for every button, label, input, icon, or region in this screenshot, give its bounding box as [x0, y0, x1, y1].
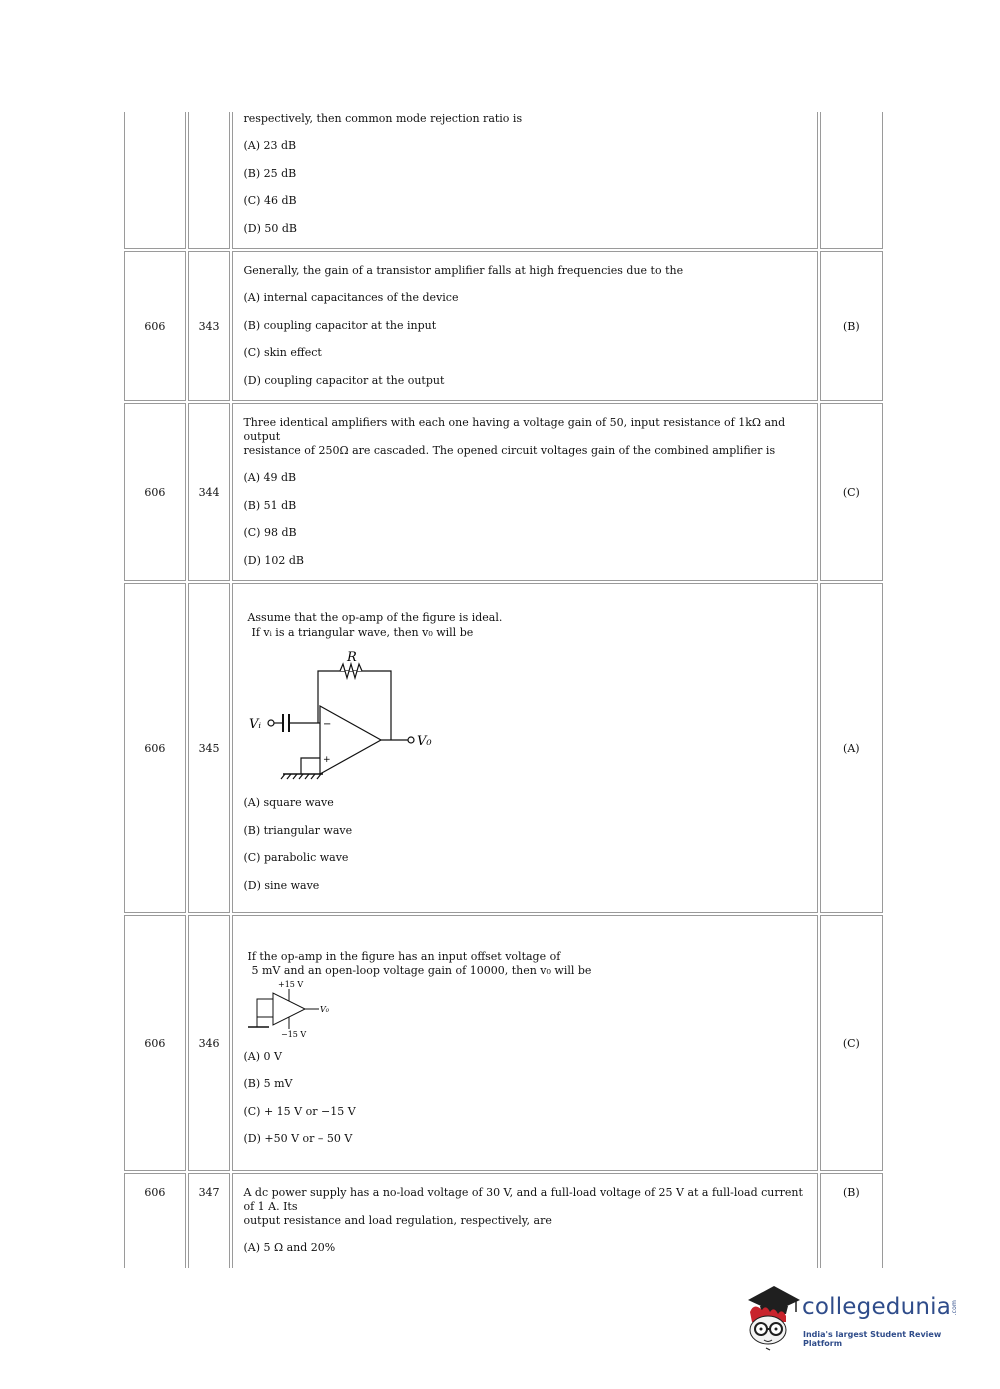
output-terminal	[408, 737, 414, 743]
paper-code-cell: 606	[124, 583, 186, 913]
paper-code-cell: 606	[124, 403, 186, 581]
option-c: (C) 98 dB	[243, 526, 297, 539]
option-b: (B) coupling capacitor at the input	[243, 318, 437, 332]
question-cell	[232, 915, 817, 1171]
question-text	[243, 1186, 806, 1228]
option-b: (B) 25 dB	[243, 166, 297, 180]
question-line-1: If the op-amp in the figure has an input offset voltage of	[247, 949, 561, 963]
noninverting-sign: +	[323, 755, 332, 765]
table-row	[124, 112, 883, 249]
question-line-2: 5 mV and an open-loop voltage gain of 10000, then v₀ will be	[251, 964, 592, 977]
resistor-label: R	[347, 650, 358, 665]
mascot-icon	[740, 1282, 802, 1354]
question-cell	[232, 251, 817, 401]
table-row	[124, 915, 883, 1171]
question-text: Generally, the gain of a transistor amplifier falls at high frequencies due to the	[243, 264, 684, 277]
logo-wordmark	[802, 1294, 958, 1320]
answer-cell: (B)	[820, 251, 883, 401]
answer-cell: (C)	[820, 403, 883, 581]
differentiator-circuit-figure	[243, 646, 443, 781]
paper-code-cell: 606	[124, 1173, 186, 1268]
question-number-cell: 344	[188, 403, 231, 581]
option-b: (B) 51 dB	[243, 498, 297, 512]
paper-code-cell: 606	[124, 915, 186, 1171]
question-number-cell: 343	[188, 251, 231, 401]
option-a: (A) 0 V	[243, 1049, 282, 1063]
question-number-cell: 345	[188, 583, 231, 913]
option-d: (D) coupling capacitor at the output	[243, 373, 445, 387]
question-number-cell: 347	[188, 1173, 231, 1268]
resistor-symbol	[340, 664, 362, 678]
collegedunia-logo[interactable]	[740, 1282, 970, 1354]
answer-cell: (A)	[820, 583, 883, 913]
option-d: (D) sine wave	[243, 878, 320, 892]
offset-opamp-figure	[243, 979, 353, 1041]
output-label: V₀	[320, 1004, 330, 1014]
question-cell	[232, 583, 817, 913]
question-line-2: If vᵢ is a triangular wave, then v₀ will be	[251, 625, 474, 639]
answer-cell: (B)	[820, 1173, 883, 1268]
option-a: (A) 23 dB	[243, 139, 297, 152]
option-d: (D) 102 dB	[243, 553, 304, 567]
question-line-1: A dc power supply has a no-load voltage of 30 V, and a full-load voltage of 25 V at a full-load current of 1 A. Its	[243, 1186, 803, 1213]
option-c: (C) skin effect	[243, 346, 322, 359]
question-cell	[232, 1173, 817, 1268]
option-c: (C) parabolic wave	[243, 851, 349, 864]
positive-supply-label: +15 V	[278, 979, 304, 989]
answer-cell: (C)	[820, 915, 883, 1171]
question-text: respectively, then common mode rejection ratio is	[243, 112, 523, 125]
option-b: (B) triangular wave	[243, 823, 353, 837]
question-line-2: resistance of 250Ω are cascaded. The opened circuit voltages gain of the combined amplifier is	[243, 444, 776, 457]
option-c: (C) + 15 V or −15 V	[243, 1104, 356, 1118]
logo-tagline: India's largest Student Review Platform	[803, 1330, 942, 1348]
option-a: (A) square wave	[243, 796, 334, 809]
option-d: (D) +50 V or – 50 V	[243, 1132, 353, 1145]
question-number-cell: 346	[188, 915, 231, 1171]
negative-supply-label: −15 V	[281, 1029, 307, 1039]
question-number-cell	[188, 112, 231, 249]
table-row	[124, 1173, 883, 1268]
table-row	[124, 251, 883, 401]
question-line-2: output resistance and load regulation, respectively, are	[243, 1214, 552, 1227]
option-b: (B) 5 mV	[243, 1077, 293, 1090]
paper-code-cell: 606	[124, 251, 186, 401]
option-a: (A) 5 Ω and 20%	[243, 1241, 336, 1254]
question-text	[247, 611, 806, 640]
option-a: (A) internal capacitances of the device	[243, 291, 459, 304]
input-terminal	[268, 720, 274, 726]
question-line-1: Assume that the op-amp of the figure is ideal.	[247, 611, 503, 624]
logo-name: collegedunia	[802, 1294, 952, 1320]
inverting-sign: −	[323, 719, 332, 730]
answer-cell	[820, 112, 883, 249]
logo-suffix: .com	[951, 1299, 959, 1316]
option-a: (A) 49 dB	[243, 471, 297, 484]
table-row	[124, 403, 883, 581]
question-text	[247, 950, 806, 979]
question-cell	[232, 403, 817, 581]
paper-code-cell	[124, 112, 186, 249]
question-cell	[232, 112, 817, 249]
option-d: (D) 50 dB	[243, 221, 297, 235]
output-label: V₀	[417, 734, 433, 749]
question-line-1: Three identical amplifiers with each one having a voltage gain of 50, input resistance of 1kΩ and output	[243, 416, 786, 443]
question-table	[122, 110, 885, 1270]
table-row	[124, 583, 883, 913]
question-text	[243, 416, 806, 458]
input-label: Vᵢ	[249, 717, 262, 732]
option-c: (C) 46 dB	[243, 194, 297, 207]
